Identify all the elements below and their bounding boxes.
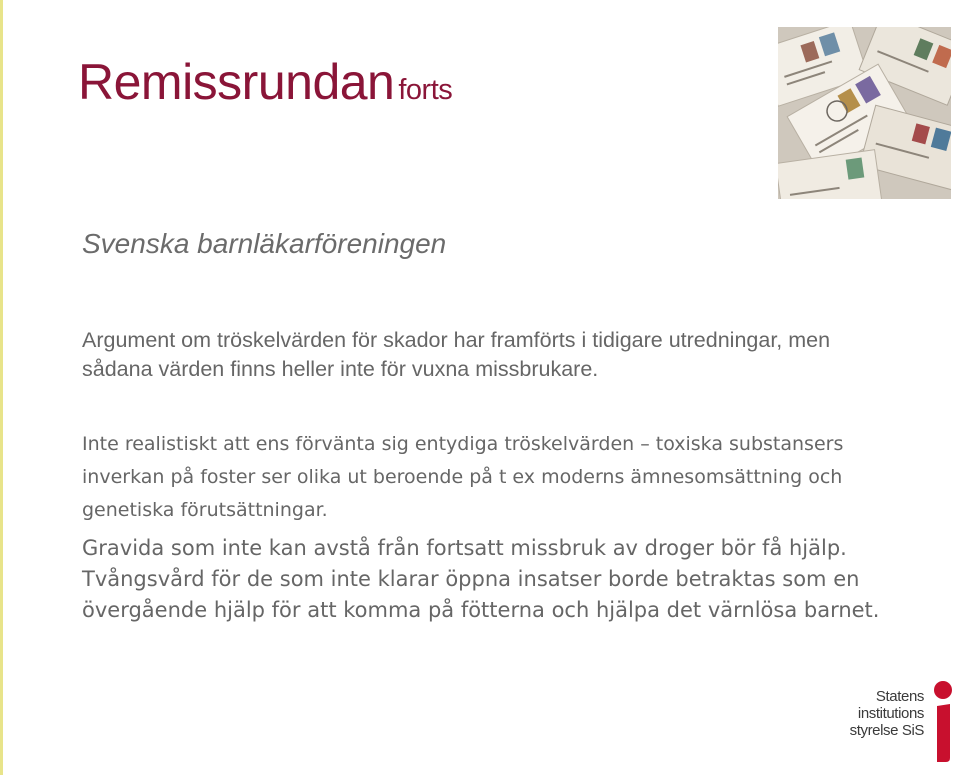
logo-mark-stem bbox=[937, 704, 950, 762]
slide-subheading: Svenska barnläkarföreningen bbox=[82, 228, 447, 259]
slide-title-suffix: forts bbox=[398, 74, 453, 106]
logo-line-2: institutions bbox=[857, 705, 924, 722]
slide-title-main: Remissrundan bbox=[78, 54, 395, 110]
body-paragraph-2: Inte realistiskt att ens förvänta sig entydiga tröskelvärden – toxiska substansers inverkan på foster ser olika ut beroende på t ex moderns ämnesomsättning och genetiska förutsättningar. bbox=[82, 433, 844, 521]
sis-logo-text bbox=[850, 688, 924, 739]
body-paragraph-3: Gravida som inte kan avstå från fortsatt missbruk av droger bör få hjälp. Tvångsvård för de som inte klarar öppna insatser borde betraktas som en övergående hjälp för att komma på fötterna och hjälpa det värnlösa barnet. bbox=[82, 536, 880, 622]
envelopes-illustration bbox=[778, 27, 951, 199]
slide-title bbox=[78, 52, 452, 120]
sis-logo bbox=[849, 676, 960, 766]
slide-left-rule bbox=[0, 0, 3, 775]
logo-line-1: Statens bbox=[875, 688, 924, 705]
stamped-envelopes-photo bbox=[778, 27, 951, 199]
logo-mark-dot bbox=[934, 681, 952, 699]
logo-line-3: styrelse SiS bbox=[849, 722, 924, 739]
sis-i-mark-icon bbox=[928, 680, 956, 764]
body-paragraph-1: Argument om tröskelvärden för skador har framförts i tidigare utredningar, men sådana värden finns heller inte för vuxna missbrukare. bbox=[82, 328, 831, 381]
